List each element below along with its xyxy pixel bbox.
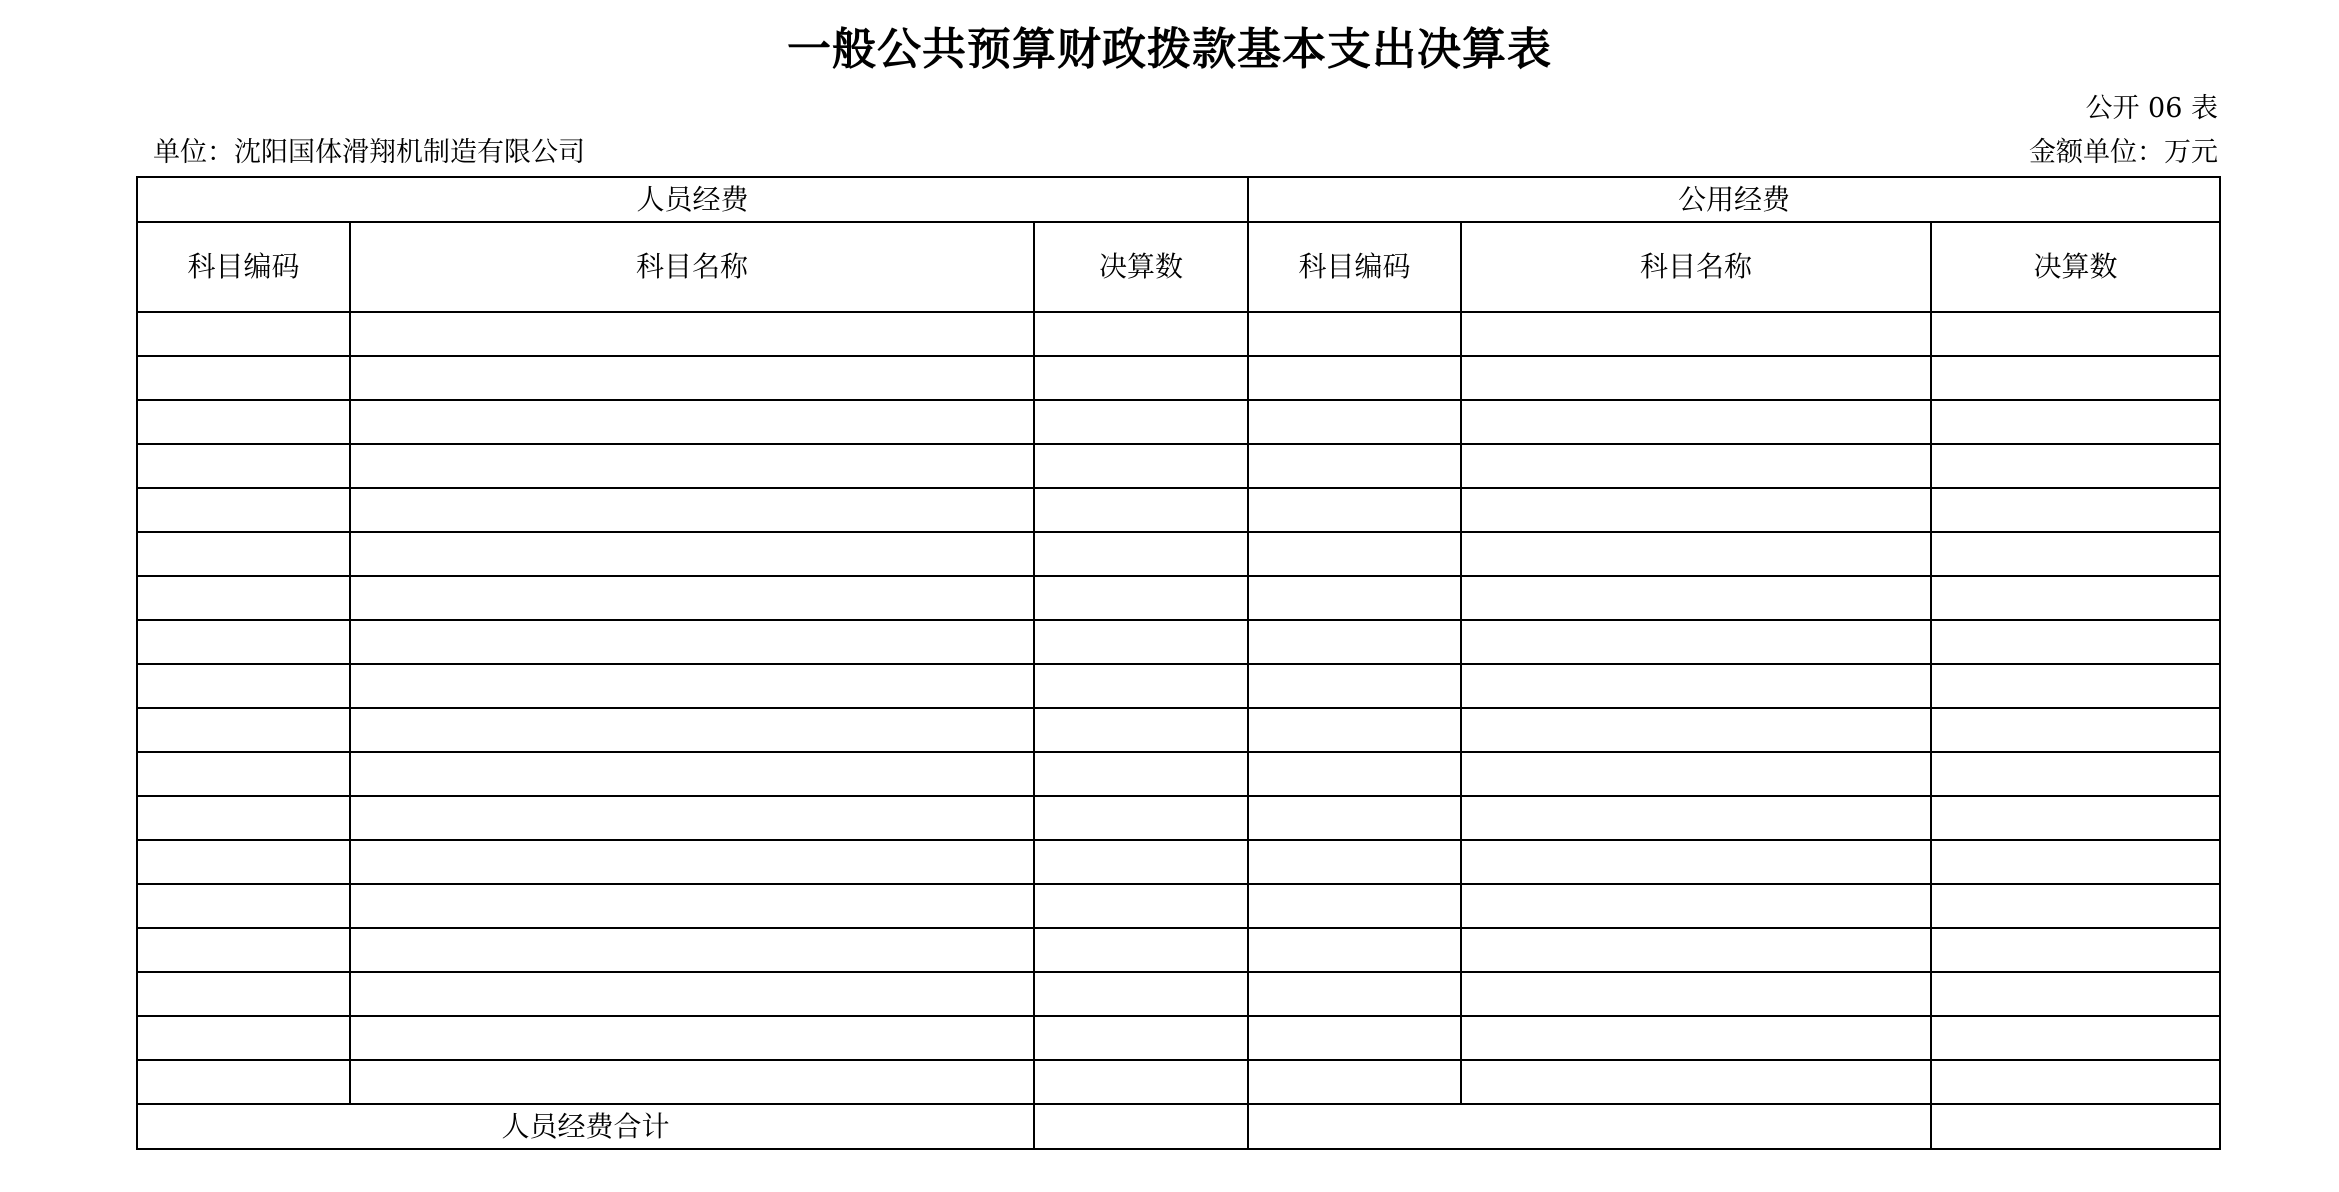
- table-row: [137, 884, 2220, 928]
- public-code-cell: [1248, 444, 1461, 488]
- public-amount-cell: [1931, 532, 2220, 576]
- public-amount-cell: [1931, 356, 2220, 400]
- personnel-code-cell: [137, 708, 350, 752]
- public-amount-cell: [1931, 972, 2220, 1016]
- personnel-code-cell: [137, 444, 350, 488]
- table-row: [137, 356, 2220, 400]
- public-amount-cell: [1931, 796, 2220, 840]
- personnel-amount-cell: [1034, 928, 1248, 972]
- public-code-cell: [1248, 356, 1461, 400]
- public-total-label: [1248, 1104, 1931, 1149]
- public-name-cell: [1461, 312, 1931, 356]
- personnel-name-cell: [350, 884, 1034, 928]
- public-code-cell: [1248, 488, 1461, 532]
- personnel-name-cell: [350, 532, 1034, 576]
- public-code-cell: [1248, 928, 1461, 972]
- public-code-cell: [1248, 708, 1461, 752]
- personnel-code-cell: [137, 972, 350, 1016]
- personnel-amount-cell: [1034, 576, 1248, 620]
- personnel-group-header: 人员经费: [137, 177, 1248, 222]
- public-code-header: 科目编码: [1248, 222, 1461, 312]
- personnel-amount-cell: [1034, 620, 1248, 664]
- public-amount-cell: [1931, 840, 2220, 884]
- public-name-cell: [1461, 972, 1931, 1016]
- public-amount-cell: [1931, 884, 2220, 928]
- public-code-cell: [1248, 312, 1461, 356]
- personnel-name-cell: [350, 400, 1034, 444]
- personnel-code-cell: [137, 400, 350, 444]
- public-total-value: [1931, 1104, 2220, 1149]
- public-name-cell: [1461, 796, 1931, 840]
- personnel-name-cell: [350, 488, 1034, 532]
- personnel-amount-cell: [1034, 664, 1248, 708]
- public-amount-cell: [1931, 1016, 2220, 1060]
- public-amount-cell: [1931, 708, 2220, 752]
- table-row: [137, 708, 2220, 752]
- table-row: [137, 840, 2220, 884]
- personnel-code-cell: [137, 312, 350, 356]
- personnel-amount-header: 决算数: [1034, 222, 1248, 312]
- personnel-name-cell: [350, 928, 1034, 972]
- column-header-row: [137, 222, 2220, 312]
- personnel-code-cell: [137, 620, 350, 664]
- public-name-cell: [1461, 532, 1931, 576]
- public-amount-cell: [1931, 444, 2220, 488]
- public-amount-cell: [1931, 488, 2220, 532]
- public-code-cell: [1248, 532, 1461, 576]
- public-name-cell: [1461, 664, 1931, 708]
- table-row: [137, 488, 2220, 532]
- personnel-amount-cell: [1034, 444, 1248, 488]
- personnel-code-header: 科目编码: [137, 222, 350, 312]
- personnel-amount-cell: [1034, 400, 1248, 444]
- public-amount-cell: [1931, 576, 2220, 620]
- public-code-cell: [1248, 620, 1461, 664]
- public-code-cell: [1248, 664, 1461, 708]
- public-amount-cell: [1931, 312, 2220, 356]
- public-code-cell: [1248, 972, 1461, 1016]
- public-amount-cell: [1931, 664, 2220, 708]
- public-name-cell: [1461, 400, 1931, 444]
- personnel-name-cell: [350, 972, 1034, 1016]
- table-row: [137, 532, 2220, 576]
- public-code-cell: [1248, 1016, 1461, 1060]
- personnel-amount-cell: [1034, 752, 1248, 796]
- personnel-amount-cell: [1034, 312, 1248, 356]
- personnel-name-cell: [350, 444, 1034, 488]
- public-name-cell: [1461, 1016, 1931, 1060]
- public-name-cell: [1461, 928, 1931, 972]
- public-name-cell: [1461, 708, 1931, 752]
- public-name-cell: [1461, 444, 1931, 488]
- public-code-cell: [1248, 576, 1461, 620]
- public-amount-cell: [1931, 752, 2220, 796]
- table-row: [137, 400, 2220, 444]
- personnel-name-cell: [350, 796, 1034, 840]
- public-amount-cell: [1931, 928, 2220, 972]
- amount-unit: 金额单位：万元: [2029, 137, 2218, 168]
- public-code-cell: [1248, 884, 1461, 928]
- personnel-name-cell: [350, 356, 1034, 400]
- public-name-cell: [1461, 1060, 1931, 1104]
- table-row: [137, 972, 2220, 1016]
- personnel-code-cell: [137, 796, 350, 840]
- table-row: [137, 312, 2220, 356]
- table-row: [137, 1060, 2220, 1104]
- personnel-name-cell: [350, 1060, 1034, 1104]
- personnel-amount-cell: [1034, 708, 1248, 752]
- public-group-header: 公用经费: [1248, 177, 2220, 222]
- personnel-name-cell: [350, 620, 1034, 664]
- public-amount-cell: [1931, 1060, 2220, 1104]
- public-name-cell: [1461, 620, 1931, 664]
- form-number: 公开 06 表: [2085, 93, 2218, 124]
- table-row: [137, 1016, 2220, 1060]
- page-title: 一般公共预算财政拨款基本支出决算表: [787, 24, 1552, 75]
- personnel-name-cell: [350, 752, 1034, 796]
- public-name-cell: [1461, 840, 1931, 884]
- reporting-unit: 单位：沈阳国体滑翔机制造有限公司: [153, 137, 585, 168]
- public-code-cell: [1248, 400, 1461, 444]
- public-code-cell: [1248, 1060, 1461, 1104]
- personnel-name-cell: [350, 664, 1034, 708]
- personnel-amount-cell: [1034, 1060, 1248, 1104]
- table-row: [137, 620, 2220, 664]
- public-name-cell: [1461, 356, 1931, 400]
- personnel-code-cell: [137, 576, 350, 620]
- public-name-cell: [1461, 752, 1931, 796]
- personnel-code-cell: [137, 1060, 350, 1104]
- personnel-code-cell: [137, 884, 350, 928]
- table-row: [137, 444, 2220, 488]
- personnel-amount-cell: [1034, 796, 1248, 840]
- public-code-cell: [1248, 840, 1461, 884]
- personnel-code-cell: [137, 752, 350, 796]
- personnel-amount-cell: [1034, 840, 1248, 884]
- personnel-name-cell: [350, 576, 1034, 620]
- personnel-code-cell: [137, 928, 350, 972]
- expenditure-table: [136, 176, 2221, 1150]
- public-amount-cell: [1931, 400, 2220, 444]
- group-header-row: [137, 177, 2220, 222]
- public-name-cell: [1461, 488, 1931, 532]
- personnel-amount-cell: [1034, 884, 1248, 928]
- personnel-name-cell: [350, 1016, 1034, 1060]
- personnel-name-header: 科目名称: [350, 222, 1034, 312]
- personnel-code-cell: [137, 488, 350, 532]
- table-row: [137, 928, 2220, 972]
- personnel-amount-cell: [1034, 532, 1248, 576]
- personnel-code-cell: [137, 840, 350, 884]
- public-code-cell: [1248, 796, 1461, 840]
- personnel-code-cell: [137, 356, 350, 400]
- public-name-cell: [1461, 576, 1931, 620]
- personnel-name-cell: [350, 312, 1034, 356]
- personnel-name-cell: [350, 708, 1034, 752]
- personnel-amount-cell: [1034, 972, 1248, 1016]
- personnel-code-cell: [137, 532, 350, 576]
- personnel-total-value: [1034, 1104, 1248, 1149]
- total-row: [137, 1104, 2220, 1149]
- table-row: [137, 796, 2220, 840]
- public-amount-cell: [1931, 620, 2220, 664]
- table-row: [137, 752, 2220, 796]
- personnel-total-label: 人员经费合计: [137, 1104, 1034, 1149]
- table-row: [137, 576, 2220, 620]
- table-row: [137, 664, 2220, 708]
- personnel-name-cell: [350, 840, 1034, 884]
- personnel-code-cell: [137, 1016, 350, 1060]
- public-name-cell: [1461, 884, 1931, 928]
- personnel-amount-cell: [1034, 1016, 1248, 1060]
- personnel-amount-cell: [1034, 488, 1248, 532]
- personnel-amount-cell: [1034, 356, 1248, 400]
- public-code-cell: [1248, 752, 1461, 796]
- personnel-code-cell: [137, 664, 350, 708]
- public-name-header: 科目名称: [1461, 222, 1931, 312]
- public-amount-header: 决算数: [1931, 222, 2220, 312]
